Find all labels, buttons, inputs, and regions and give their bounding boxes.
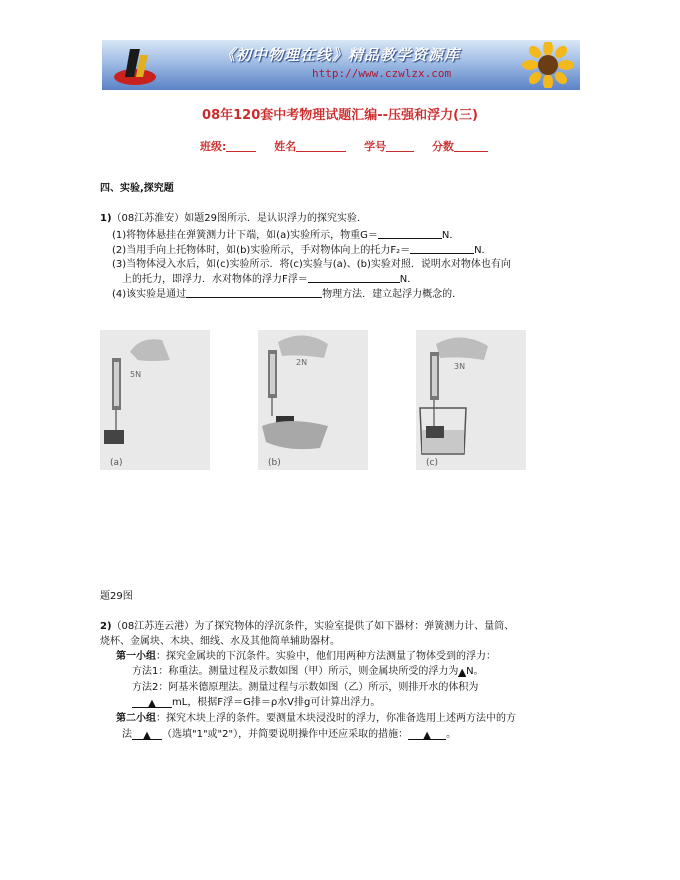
q1-blank-2[interactable] (410, 243, 474, 254)
q1-item-4-text: (4)该实验是通过 (112, 289, 187, 300)
q1-item-1-text: (1)将物体悬挂在弹簧测力计下端，如(a)实验所示，物重G＝ (112, 230, 378, 241)
document-title: 08年120套中考物理试题汇编--压强和浮力(三) (202, 108, 478, 123)
q2-group-2-label: 第二小组 (116, 713, 156, 724)
photo-a-caption: (a) (110, 458, 123, 468)
name-label: 姓名 (274, 140, 297, 153)
banner-title: 《初中物理在线》精品教学资源库 (220, 46, 461, 64)
q1-item-2-unit: N． (474, 245, 492, 256)
score-blank[interactable] (454, 140, 488, 152)
section-title: 四、实验,探究题 (100, 183, 174, 194)
name-blank[interactable] (296, 140, 346, 152)
photo-a-reading: 5N (130, 370, 142, 379)
class-blank[interactable] (226, 140, 256, 152)
q2-answer-blank-3[interactable]: ▲ (132, 729, 162, 740)
beaker-immersion-icon (416, 330, 526, 470)
banner-url: http://www.czwlzx.com (312, 67, 452, 80)
q2-answer-blank-1[interactable]: ▲ (458, 667, 467, 678)
hand-supporting-weight-icon (258, 330, 368, 470)
q2-group-1-text: ：探究金属块的下沉条件。实验中，他们用两种方法测量了物体受到的浮力： (156, 651, 496, 662)
photo-c-reading: 3N (454, 362, 466, 371)
spring-scale-hanging-icon (100, 330, 210, 470)
q2-answer-blank-4[interactable]: ▲ (408, 729, 446, 740)
q2-group-1-label: 第一小组 (116, 651, 156, 662)
q2-method-1-unit: N。 (466, 666, 484, 677)
q1-item-2 (112, 243, 492, 258)
student-info-line (200, 138, 488, 154)
q2-method-1-text: 方法1：称重法。测量过程及示数如图（甲）所示，则金属块所受的浮力为 (132, 666, 459, 677)
experiment-photo-b (258, 330, 368, 470)
q2-method-1 (132, 665, 484, 679)
header-banner (102, 40, 580, 90)
q2-method-2b-text: mL，根据F浮＝G排＝ρ水V排g可计算出浮力。 (172, 697, 381, 708)
class-label: 班级: (200, 140, 227, 153)
q2-group-2b-a: 法 (122, 729, 132, 740)
id-label: 学号 (364, 140, 387, 153)
experiment-photo-a (100, 330, 210, 470)
q1-item-3b (122, 272, 417, 287)
photo-c-caption: (c) (426, 458, 438, 468)
q2-line-1-text: （08江苏连云港）为了探究物体的浮沉条件，实验室提供了如下器材：弹簧测力计、量筒、 (111, 621, 515, 632)
q1-number: 1) (100, 213, 112, 224)
q1-item-3a: (3)当物体浸入水后，如(c)实验所示．将(c)实验与(a)、(b)实验对照．说明水对物体也有向 (112, 259, 511, 270)
site-logo-icon (110, 43, 160, 87)
q2-group-2b-c: 。 (446, 729, 457, 740)
q1-item-1-unit: N． (441, 230, 460, 241)
q1-item-1 (112, 228, 459, 243)
q2-group-2-text: ：探究木块上浮的条件。要测量木块浸没时的浮力，你准备选用上述两方法中的方 (156, 713, 516, 724)
score-label: 分数 (431, 140, 454, 153)
q1-item-4-end: 物理方法．建立起浮力概念的． (322, 289, 463, 300)
q1-lead (100, 212, 367, 226)
photo-b-caption: (b) (268, 458, 281, 468)
sunflower-icon (522, 42, 574, 88)
q1-item-2-text: (2)当用手向上托物体时，如(b)实验所示，手对物体向上的托力F₂＝ (112, 245, 411, 256)
q1-blank-4[interactable] (186, 287, 322, 298)
q2-group-2b-b: （选填"1"或"2"），并简要说明操作中还应采取的措施： (162, 729, 409, 740)
q2-answer-blank-2[interactable]: ▲ (132, 697, 172, 708)
q1-item-3b-unit: N． (399, 274, 418, 285)
q2-line-1 (100, 620, 514, 634)
id-blank[interactable] (386, 140, 414, 152)
q1-item-4 (112, 287, 462, 302)
photo-b-reading: 2N (296, 358, 308, 367)
figure-29-label: 题29图 (100, 591, 133, 602)
q2-group-2b (122, 728, 456, 742)
q2-group-2 (116, 712, 516, 726)
q2-method-2b (132, 696, 380, 710)
experiment-photo-c (416, 330, 526, 470)
q1-item-3b-text: 上的托力，即浮力．水对物体的浮力F浮＝ (122, 274, 308, 285)
q2-method-2: 方法2：阿基米德原理法。测量过程与示数如图（乙）所示，则排开水的体积为 (132, 682, 479, 693)
q2-group-1 (116, 650, 496, 664)
q2-line-2: 烧杯、金属块、木块、细线、水及其他简单辅助器材。 (100, 636, 340, 647)
q1-blank-3[interactable] (308, 272, 400, 283)
q2-number: 2) (100, 621, 112, 632)
q1-blank-1[interactable] (378, 228, 442, 239)
q1-lead-text: （08江苏淮安）如题29图所示．是认识浮力的探究实验． (111, 213, 367, 224)
